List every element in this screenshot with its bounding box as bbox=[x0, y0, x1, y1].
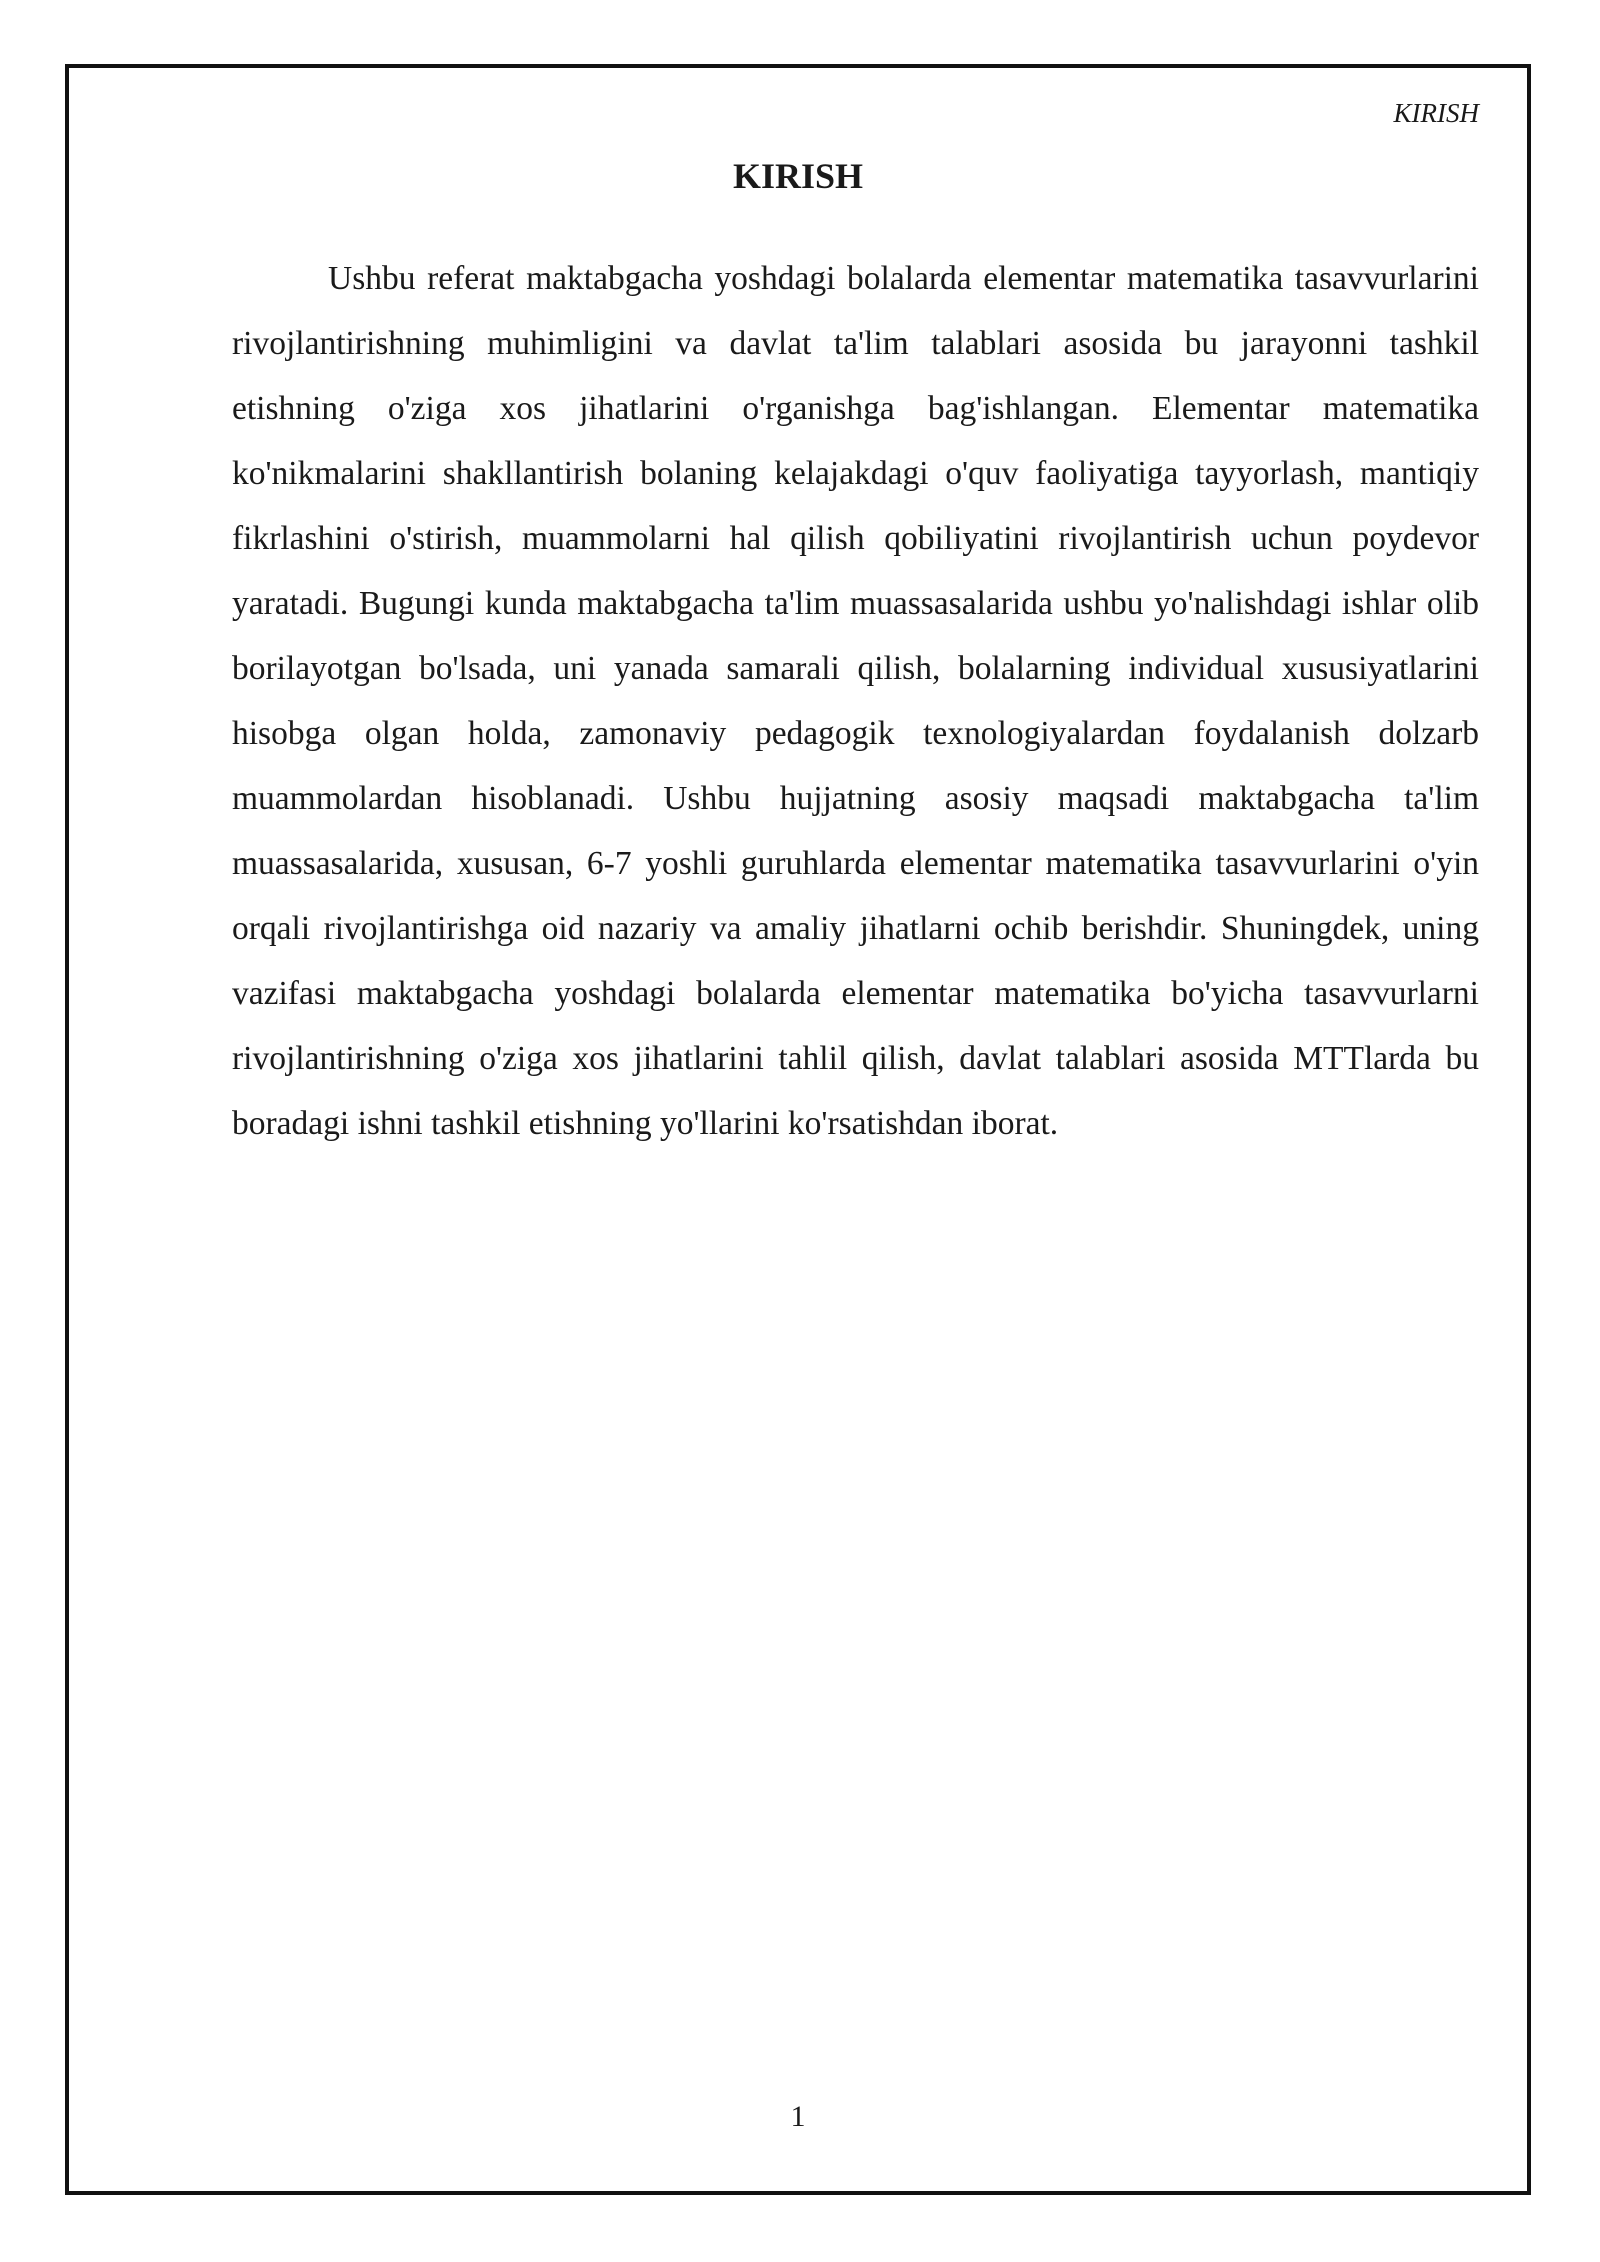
running-header: KIRISH bbox=[1393, 98, 1479, 128]
page-number: 1 bbox=[790, 2100, 806, 2133]
body-paragraph: Ushbu referat maktabgacha yoshdagi bolalarda elementar matematika tasavvurlarini rivojlantirishning muhimligini va davlat ta'lim talablari asosida bu jarayonni tashkil etishning o'ziga xos jihatlarini o'rganishga bag'ishlangan. Elementar matematika ko'nikmalarini shakllantirish bolaning kelajakdagi o'quv faoliyatiga tayyorlash, mantiqiy fikrlashini o'stirish, muammolarni hal qilish qobiliyatini rivojlantirish uchun poydevor yaratadi. Bugungi kunda maktabgacha ta'lim muassasalarida ushbu yo'nalishdagi ishlar olib borilayotgan bo'lsada, uni yanada samarali qilish, bolalarning individual xususiyatlarini hisobga olgan holda, zamonaviy pedagogik texnologiyalardan foydalanish dolzarb muammolardan hisoblanadi. Ushbu hujjatning asosiy maqsadi maktabgacha ta'lim muassasalarida, xususan, 6-7 yoshli guruhlarda elementar matematika tasavvurlarini o'yin orqali rivojlantirishga oid nazariy va amaliy jihatlarni ochib berishdir. Shuningdek, uning vazifasi maktabgacha yoshdagi bolalarda elementar matematika bo'yicha tasavvurlarni rivojlantirishning o'ziga xos jihatlarini tahlil qilish, davlat talablari asosida MTTlarda bu boradagi ishni tashkil etishning yo'llarini ko'rsatishdan iborat. bbox=[232, 260, 1479, 1142]
page-frame bbox=[65, 64, 1531, 2195]
page-title: KIRISH bbox=[732, 156, 864, 196]
